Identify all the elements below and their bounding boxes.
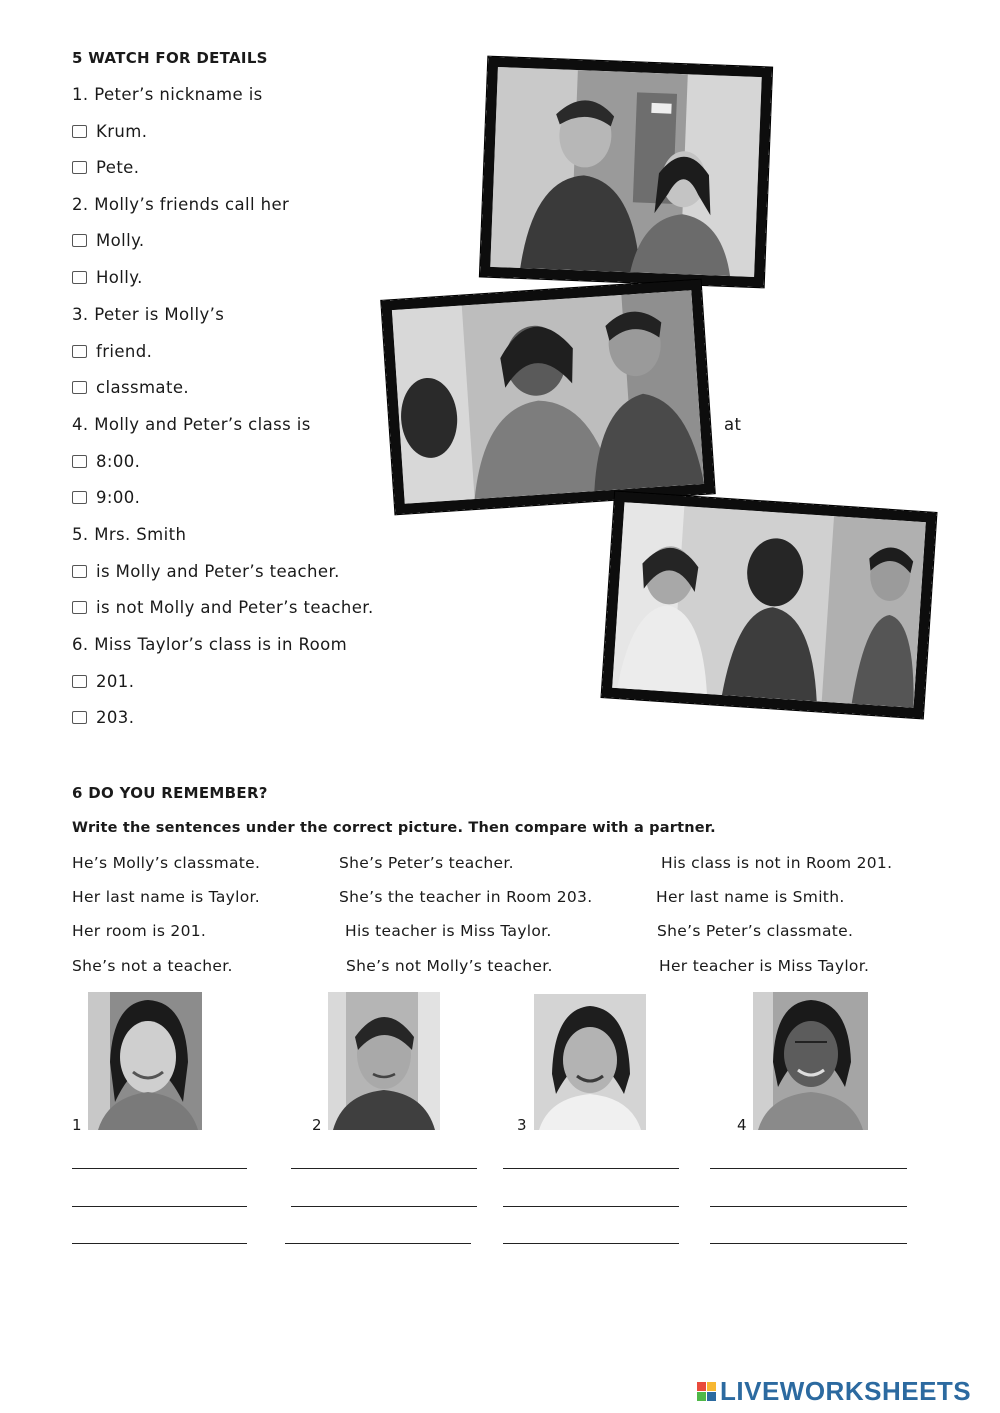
option-1a[interactable]: Krum. xyxy=(72,122,147,141)
option-2b[interactable]: Holly. xyxy=(72,268,143,287)
photo-peter-molly-hallway xyxy=(480,57,772,288)
sentence: She’s Peter’s classmate. xyxy=(657,922,854,940)
question-5: 5. Mrs. Smith xyxy=(72,525,187,544)
sentence: She’s not a teacher. xyxy=(72,957,233,975)
option-5b[interactable]: is not Molly and Peter’s teacher. xyxy=(72,598,374,617)
checkbox[interactable] xyxy=(72,711,87,724)
checkbox[interactable] xyxy=(72,601,87,614)
section6-instruction: Write the sentences under the correct picture. Then compare with a partner. xyxy=(72,820,716,836)
sentence: She’s the teacher in Room 203. xyxy=(339,888,593,906)
portrait-mrs-taylor xyxy=(534,994,646,1130)
sentence: Her room is 201. xyxy=(72,922,207,940)
option-1b[interactable]: Pete. xyxy=(72,158,139,177)
sentence: She’s not Molly’s teacher. xyxy=(346,957,553,975)
answer-line-4-1[interactable] xyxy=(710,1150,907,1169)
option-5a[interactable]: is Molly and Peter’s teacher. xyxy=(72,562,340,581)
option-6b[interactable]: 203. xyxy=(72,708,134,727)
option-2a[interactable]: Molly. xyxy=(72,231,145,250)
picture-number-1: 1 xyxy=(72,1116,82,1134)
answer-line-3-3[interactable] xyxy=(503,1225,679,1244)
logo-square xyxy=(707,1392,716,1401)
picture-number-2: 2 xyxy=(312,1116,322,1134)
answer-line-3-2[interactable] xyxy=(503,1188,679,1207)
question-6: 6. Miss Taylor’s class is in Room xyxy=(72,635,348,654)
answer-line-3-1[interactable] xyxy=(503,1150,679,1169)
section5-heading: 5 WATCH FOR DETAILS xyxy=(72,49,268,67)
option-3a[interactable]: friend. xyxy=(72,342,152,361)
logo-squares-icon xyxy=(697,1382,716,1401)
question-4-suffix: at xyxy=(724,415,742,434)
checkbox[interactable] xyxy=(72,381,87,394)
checkbox[interactable] xyxy=(72,345,87,358)
option-6a[interactable]: 201. xyxy=(72,672,134,691)
checkbox[interactable] xyxy=(72,161,87,174)
picture-number-4: 4 xyxy=(737,1116,747,1134)
checkbox[interactable] xyxy=(72,675,87,688)
logo-text: LIVEWORKSHEETS xyxy=(720,1376,972,1406)
option-4b[interactable]: 9:00. xyxy=(72,488,140,507)
checkbox[interactable] xyxy=(72,125,87,138)
portrait-peter xyxy=(328,992,440,1130)
logo-square xyxy=(697,1382,706,1391)
question-2: 2. Molly’s friends call her xyxy=(72,195,290,214)
checkbox[interactable] xyxy=(72,455,87,468)
section6-heading: 6 DO YOU REMEMBER? xyxy=(72,784,268,802)
checkbox[interactable] xyxy=(72,271,87,284)
sentence: Her last name is Taylor. xyxy=(72,888,261,906)
logo-square xyxy=(707,1382,716,1391)
checkbox[interactable] xyxy=(72,565,87,578)
answer-line-4-3[interactable] xyxy=(710,1225,907,1244)
answer-line-1-3[interactable] xyxy=(72,1225,247,1244)
answer-line-2-3[interactable] xyxy=(285,1225,471,1244)
photo-teacher-smith-hallway xyxy=(381,280,714,515)
sentence: Her last name is Smith. xyxy=(656,888,845,906)
question-3: 3. Peter is Molly’s xyxy=(72,305,225,324)
sentence: Her teacher is Miss Taylor. xyxy=(659,957,870,975)
sentence: His class is not in Room 201. xyxy=(661,854,893,872)
question-4: 4. Molly and Peter’s class is xyxy=(72,415,311,434)
checkbox[interactable] xyxy=(72,234,87,247)
sentence: His teacher is Miss Taylor. xyxy=(345,922,552,940)
answer-line-1-2[interactable] xyxy=(72,1188,247,1207)
answer-line-4-2[interactable] xyxy=(710,1188,907,1207)
checkbox[interactable] xyxy=(72,491,87,504)
portrait-mrs-smith xyxy=(753,992,868,1130)
answer-line-2-1[interactable] xyxy=(291,1150,477,1169)
option-3b[interactable]: classmate. xyxy=(72,378,189,397)
portrait-molly xyxy=(88,992,202,1130)
picture-number-3: 3 xyxy=(517,1116,527,1134)
photo-teacher-taylor-hallway xyxy=(602,492,937,719)
question-1: 1. Peter’s nickname is xyxy=(72,85,263,104)
liveworksheets-logo xyxy=(697,1376,971,1407)
logo-square xyxy=(697,1392,706,1401)
answer-line-2-2[interactable] xyxy=(291,1188,477,1207)
sentence: She’s Peter’s teacher. xyxy=(339,854,514,872)
option-4a[interactable]: 8:00. xyxy=(72,452,140,471)
answer-line-1-1[interactable] xyxy=(72,1150,247,1169)
sentence: He’s Molly’s classmate. xyxy=(72,854,261,872)
